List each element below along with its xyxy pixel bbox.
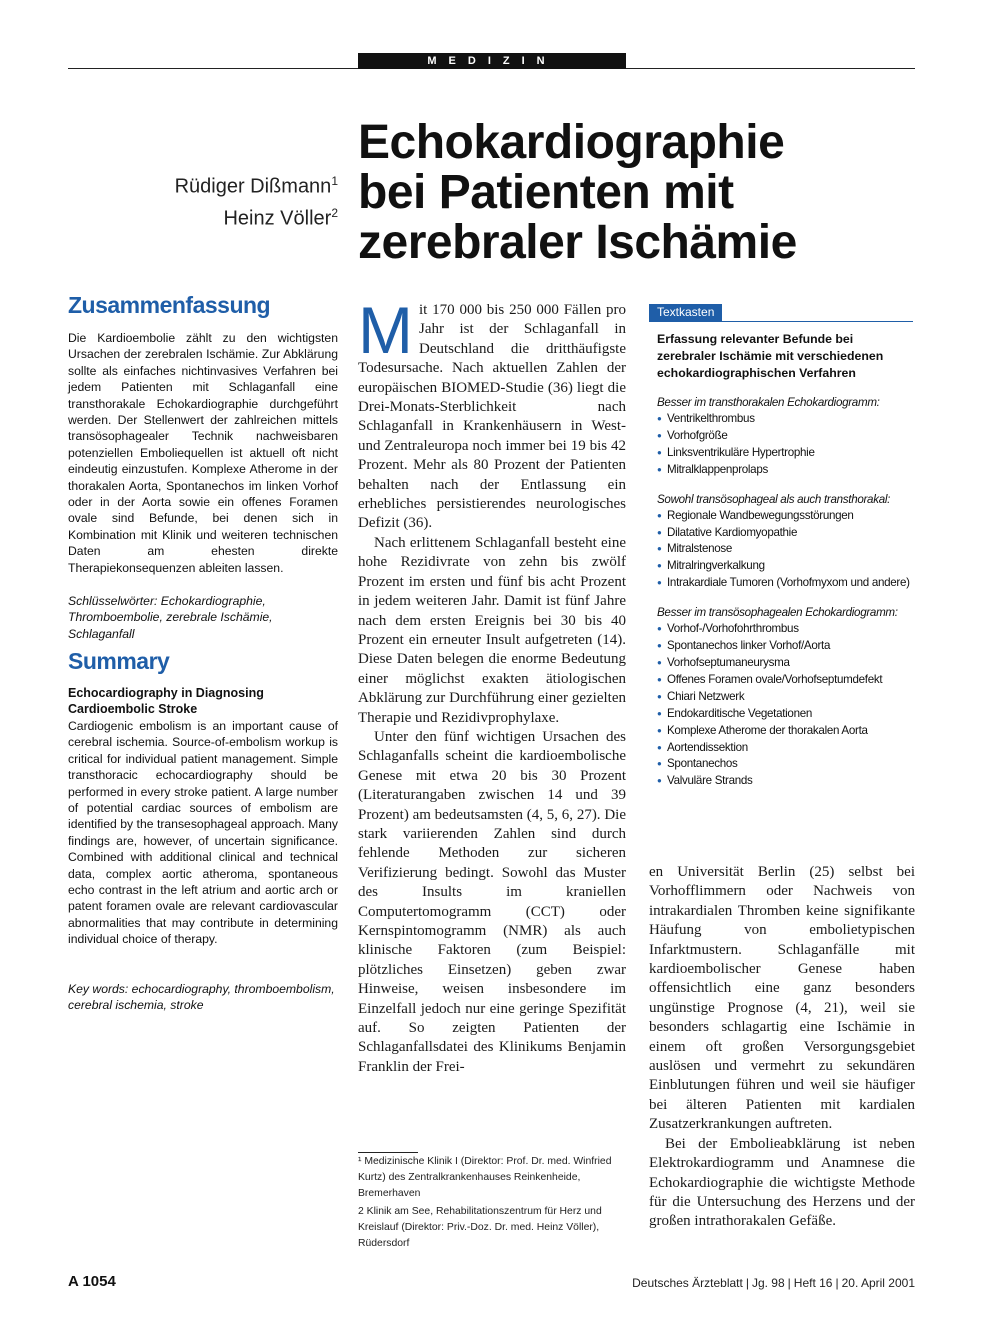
page-number: A 1054 xyxy=(68,1273,116,1290)
title-line: zerebraler Ischämie xyxy=(358,216,797,269)
list-item: ● Ventrikelthrombus xyxy=(657,411,913,428)
textbox-group-title: Sowohl transösophageal als auch transthorakal: xyxy=(657,492,891,506)
list-item: ● Aortendissektion xyxy=(657,740,913,757)
list-item: ● Dilatative Kardiomyopathie xyxy=(657,525,913,542)
body-paragraph: Mit 170 000 bis 250 000 Fällen pro Jahr ist der Schlaganfall in Deutschland die dritthäufigste Todesursache. Nach aktuellen Zahlen der europäischen BIOMED-Studie (36) liegt die Drei-Monats-Sterblichkeit nach Schlaganfall in Krankenhäusern in West- und Zentraleuropa noch immer bei 19 bis 42 Prozent. Mehr als 80 Prozent der Patienten behalten nach der Entlassung ein erhebliches persistierendes neurologisches Defizit (36). xyxy=(358,293,626,532)
title-line: bei Patienten mit xyxy=(358,166,734,219)
list-item: ● Spontanechos linker Vorhof/Aorta xyxy=(657,638,913,655)
textbox-list xyxy=(649,621,913,790)
body-paragraph: Bei der Embolieabklärung ist neben Elektrokardiogramm und Anamnese die Echokardiographie die wichtigste Methode für die Untersuchung des Herzens und der großen intrathorakalen Gefäße. xyxy=(649,1135,915,1230)
list-item: ● Mitralklappenprolaps xyxy=(657,462,913,479)
textbox-group-title: Besser im transösophagealen Echokardiogramm: xyxy=(657,606,898,620)
list-item: ● Vorhofseptumaneurysma xyxy=(657,655,913,672)
authors xyxy=(68,168,338,231)
body-column-right xyxy=(649,863,915,1232)
body-column-middle xyxy=(358,293,626,1077)
textbox-tag: Textkasten xyxy=(649,304,722,321)
title-line: Echokardiographie xyxy=(358,116,785,169)
list-item: ● Spontanechos xyxy=(657,756,913,773)
summary-keywords: Key words: echocardiography, thromboembolism, cerebral ischemia, stroke xyxy=(68,982,335,1013)
section-label: MEDIZIN xyxy=(358,53,626,69)
list-item: ● Vorhofgröße xyxy=(657,428,913,445)
journal-date: 20. April 2001 xyxy=(841,1276,915,1290)
textbox-group-title: Besser im transthorakalen Echokardiogramm: xyxy=(657,396,880,409)
list-item: ● Chiari Netzwerk xyxy=(657,689,913,706)
journal-name: Deutsches Ärzteblatt xyxy=(632,1276,743,1290)
journal-volume: Jg. 98 xyxy=(751,1276,785,1290)
footnote: ¹ Medizinische Klinik I (Direktor: Prof. Dr. med. Winfried Kurtz) des Zentralkrankenhauses Reinkenheide, Bremerhaven xyxy=(358,1156,612,1199)
body-paragraph: Nach erlittenem Schlaganfall besteht eine hohe Rezidivrate von zehn bis zwölf Prozent im ersten und fünf bis acht Prozent in jedem weiteren Jahr. Damit ist fünf Jahre nach dem ersten Ereignis bei 30 bis 40 Prozent ein erneuter Insult aufgetreten (14). Diese Daten belegen die enorme Bedeutung einer möglichst exakten ätiologischen Abklärung zur Durchführung einer gezielten Therapie und Rezidivprophylaxe. xyxy=(358,534,626,726)
zusammenfassung-keywords: Schlüsselwörter: Echokardiographie, Thromboembolie, zerebrale Ischämie, Schlaganfall xyxy=(68,594,273,641)
author-name: Heinz Völler xyxy=(223,207,332,230)
summary-text: Cardiogenic embolism is an important cause of cerebral ischemia. Source-of-embolism workup is critical for individual patient management. Simple transthoracic echocardiography should be performed in every stroke patient. A large number of potential cardiac sources of embolism are identified by the transesophageal approach. Many findings are, however, of uncertain significance. Combined with additional clinical and technical data, complex aortic atheroma, spontaneous echo contrast in the left atrium and aortic arch or patent foramen ovale are relevant cardiovascular abnormalities that may contribute in determining individual choice of therapy. xyxy=(68,719,338,947)
list-item: ● Linksventrikuläre Hypertrophie xyxy=(657,445,913,462)
author xyxy=(68,200,338,232)
list-item: ● Endokarditische Vegetationen xyxy=(657,706,913,723)
textbox-heading: Erfassung relevanter Befunde bei zerebraler Ischämie mit verschiedenen echokardiographischen Verfahren xyxy=(657,332,884,380)
footnote: 2 Klinik am See, Rehabilitationszentrum für Herz und Kreislauf (Direktor: Priv.-Doz. Dr. med. Heinz Völler), Rüdersdorf xyxy=(358,1206,602,1249)
list-item: ● Valvuläre Strands xyxy=(657,773,913,790)
footnotes xyxy=(358,1152,626,1252)
summary-heading: Summary xyxy=(68,648,170,674)
list-item: ● Offenes Foramen ovale/Vorhofseptumdefekt xyxy=(657,672,913,689)
zusammenfassung-text: Die Kardioembolie zählt zu den wichtigsten Ursachen der zerebralen Ischämie. Zur Abklärung sollte als einfaches nichtinvasives Verfahren bei jedem Patienten mit Schlaganfall eine transthorakale Echokardiographie durchgeführt werden. Der Stellenwert der zahlreichen mittels transösophagealer Technik nachweisbaren potenziellen Emboliequellen ist aktuell oft nicht eindeutig einzustufen. Komplexe Atherome in der thorakalen Aorta, Spontanechos im linken Vorhof oder in der Aorta sowie ein offenes Foramen ovale sind Befunde, bei denen sich in Kombination mit Klinik und weiteren technischen Daten am ehesten direkte Therapiekonsequenzen ableiten lassen. xyxy=(68,331,338,575)
body-paragraph: en Universität Berlin (25) selbst bei Vorhofflimmern oder Nachweis von intrakardialen Thromben keine signifikante Häufung von embolietypischen Infarktmustern. Schlaganfälle mit kardioembolischer Genese haben offensichtlich eine ganz besonders ungünstige Prognose (4, 21), weil sie besonders schlagartig eine Ischämie in einem oft großen Versorgungsgebiet auslösen und vermehrt zu sekundären Einblutungen führen und weil sie häufiger bei älteren Patienten mit kardialen Zusatzerkrankungen auftreten. xyxy=(649,864,915,1133)
list-item: ● Regionale Wandbewegungsstörungen xyxy=(657,508,913,525)
article-title xyxy=(358,118,918,268)
zusammenfassung-heading: Zusammenfassung xyxy=(68,292,271,318)
author-affiliation-mark: 2 xyxy=(331,205,338,220)
list-item: ● Mitralstenose xyxy=(657,541,913,558)
author xyxy=(68,168,338,200)
journal-issue: Heft 16 xyxy=(793,1276,833,1290)
summary-subtitle: Echocardiography in Diagnosing Cardioembolic Stroke xyxy=(68,686,264,717)
list-item: ● Vorhof-/Vorhofohrthrombus xyxy=(657,621,913,638)
drop-cap: M xyxy=(358,293,413,367)
list-item: ● Mitralringverkalkung xyxy=(657,558,913,575)
body-paragraph: Unter den fünf wichtigen Ursachen des Schlaganfalls scheint die kardioembolische Genese mit etwa 20 bis 30 Prozent (Literaturangaben zwischen 14 und 39 Prozent) am bedeutsamsten (4, 5, 6, 27). Die stark variierenden Zahlen sind durch fehlende Methoden zur sicheren Verifizierung bedingt. Sowohl das Muster des Insults im kraniellen Computertomogramm (CCT) oder Kernspintomogramm (NMR) als auch klinische Faktoren (zum Beispiel: plötzliches Einsetzen) geben zwar Hinweise, weisen insbesondere im Einzelfall jedoch nur eine geringe Spezifität auf. So zeigten Patienten der Schlaganfallsdatei des Klinikums Benjamin Franklin der Frei- xyxy=(358,728,626,1075)
textbox xyxy=(649,321,913,790)
list-item: ● Komplexe Atherome der thorakalen Aorta xyxy=(657,723,913,740)
textbox-list xyxy=(649,411,913,479)
textbox-list xyxy=(649,508,913,593)
author-affiliation-mark: 1 xyxy=(331,174,338,188)
author-name: Rüdiger Dißmann xyxy=(174,175,332,198)
journal-info: Deutsches Ärzteblatt | Jg. 98 | Heft 16 | 20. April 2001 xyxy=(632,1276,915,1290)
list-item: ● Intrakardiale Tumoren (Vorhofmyxom und andere) xyxy=(657,575,913,592)
